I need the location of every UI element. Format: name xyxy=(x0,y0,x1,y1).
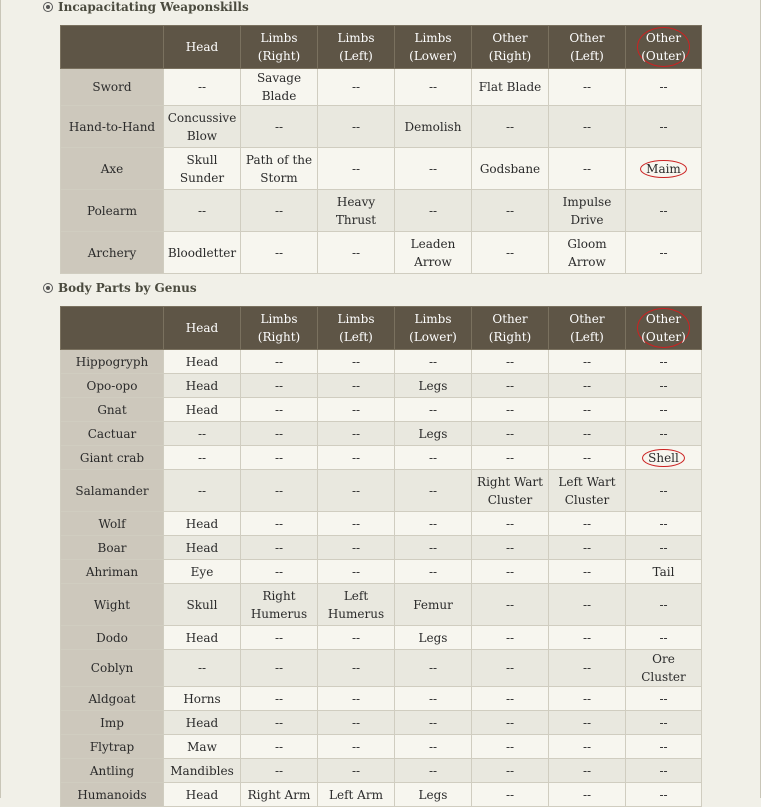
table-cell: -- xyxy=(472,512,549,536)
table-cell: -- xyxy=(241,374,318,398)
table-cell: -- xyxy=(549,398,626,422)
row-label: Gnat xyxy=(61,398,164,422)
column-header xyxy=(241,26,318,69)
table-cell: -- xyxy=(318,106,395,148)
table-row xyxy=(61,148,702,190)
circled-value: Shell xyxy=(642,449,685,467)
table-cell: -- xyxy=(318,735,395,759)
table-cell: -- xyxy=(472,106,549,148)
row-label: Axe xyxy=(61,148,164,190)
table-row xyxy=(61,626,702,650)
table-cell: Right Arm xyxy=(241,783,318,807)
table-cell: -- xyxy=(241,735,318,759)
table-cell: -- xyxy=(241,650,318,687)
genus-title-text: Body Parts by Genus xyxy=(58,281,197,295)
table-cell: -- xyxy=(318,560,395,584)
table-cell: -- xyxy=(395,512,472,536)
table-cell: Mandibles xyxy=(164,759,241,783)
table-cell: -- xyxy=(626,783,702,807)
column-header xyxy=(472,26,549,69)
column-header-label: Limbs (Lower) xyxy=(409,312,457,344)
table-cell: -- xyxy=(395,446,472,470)
table-cell: -- xyxy=(395,69,472,106)
table-cell: -- xyxy=(164,422,241,446)
table-cell: Left Humerus xyxy=(318,584,395,626)
header-corner xyxy=(61,26,164,69)
column-header xyxy=(472,307,549,350)
table-cell: -- xyxy=(241,560,318,584)
table-cell: -- xyxy=(626,536,702,560)
table-cell: Bloodletter xyxy=(164,232,241,274)
table-cell: -- xyxy=(395,735,472,759)
table-cell: -- xyxy=(241,446,318,470)
genus-section-title xyxy=(43,280,197,296)
table-row xyxy=(61,422,702,446)
table-row xyxy=(61,560,702,584)
table-cell: -- xyxy=(241,106,318,148)
table-cell: -- xyxy=(626,470,702,512)
row-label: Cactuar xyxy=(61,422,164,446)
table-cell: -- xyxy=(241,470,318,512)
column-header xyxy=(395,26,472,69)
table-cell: -- xyxy=(472,536,549,560)
row-label: Dodo xyxy=(61,626,164,650)
table-cell: -- xyxy=(318,650,395,687)
table-cell: Skull Sunder xyxy=(164,148,241,190)
table-row xyxy=(61,584,702,626)
table-cell: Head xyxy=(164,626,241,650)
row-label: Aldgoat xyxy=(61,687,164,711)
table-row xyxy=(61,232,702,274)
column-header-label: Limbs (Right) xyxy=(257,31,301,63)
table-cell: -- xyxy=(395,398,472,422)
table-cell: Savage Blade xyxy=(241,69,318,106)
table-cell: -- xyxy=(549,783,626,807)
bullet-icon xyxy=(43,283,53,293)
table-cell: Horns xyxy=(164,687,241,711)
table-cell: -- xyxy=(549,106,626,148)
table-row xyxy=(61,650,702,687)
table-cell: Leaden Arrow xyxy=(395,232,472,274)
table-cell: -- xyxy=(549,374,626,398)
table-cell: Eye xyxy=(164,560,241,584)
table-row xyxy=(61,735,702,759)
table-cell: -- xyxy=(472,711,549,735)
table-cell: -- xyxy=(472,350,549,374)
table-cell: -- xyxy=(318,374,395,398)
column-header xyxy=(626,26,702,69)
table-cell: -- xyxy=(241,398,318,422)
table-cell: -- xyxy=(549,512,626,536)
table-cell: -- xyxy=(395,470,472,512)
table-cell: -- xyxy=(549,148,626,190)
table-cell: -- xyxy=(549,350,626,374)
table-cell: -- xyxy=(241,711,318,735)
table-cell: -- xyxy=(318,512,395,536)
table-row xyxy=(61,446,702,470)
column-header-label: Limbs (Right) xyxy=(257,312,301,344)
table-cell: -- xyxy=(472,190,549,232)
table-cell: Godsbane xyxy=(472,148,549,190)
table-cell: -- xyxy=(318,711,395,735)
table-cell: Flat Blade xyxy=(472,69,549,106)
table-row xyxy=(61,687,702,711)
table-cell: -- xyxy=(549,711,626,735)
column-header xyxy=(318,26,395,69)
row-label: Archery xyxy=(61,232,164,274)
row-label: Ahriman xyxy=(61,560,164,584)
table-cell: -- xyxy=(626,69,702,106)
table-cell: -- xyxy=(626,374,702,398)
table-cell: -- xyxy=(318,69,395,106)
table-cell: Legs xyxy=(395,422,472,446)
table-cell: Head xyxy=(164,536,241,560)
table-row xyxy=(61,374,702,398)
table-cell: Head xyxy=(164,783,241,807)
table-cell: -- xyxy=(164,470,241,512)
column-header-label-circled: Other (Outer) xyxy=(637,27,690,67)
column-header-label-circled: Other (Outer) xyxy=(637,308,690,348)
table-cell: -- xyxy=(549,446,626,470)
table-cell: -- xyxy=(164,190,241,232)
table-cell: -- xyxy=(395,759,472,783)
table-row xyxy=(61,69,702,106)
bullet-icon xyxy=(43,2,53,12)
row-label: Hand-to-Hand xyxy=(61,106,164,148)
table-cell: Left Wart Cluster xyxy=(549,470,626,512)
column-header-label: Limbs (Left) xyxy=(337,31,375,63)
table-cell: Ore Cluster xyxy=(626,650,702,687)
weaponskills-header-row xyxy=(61,26,702,69)
table-cell: Head xyxy=(164,374,241,398)
row-label: Antling xyxy=(61,759,164,783)
column-header xyxy=(164,307,241,350)
table-cell: -- xyxy=(549,422,626,446)
table-cell: -- xyxy=(626,512,702,536)
table-row xyxy=(61,759,702,783)
table-cell: -- xyxy=(549,759,626,783)
table-cell: -- xyxy=(549,560,626,584)
table-cell: -- xyxy=(626,232,702,274)
column-header xyxy=(549,307,626,350)
table-cell: -- xyxy=(318,350,395,374)
table-cell: -- xyxy=(318,687,395,711)
header-corner xyxy=(61,307,164,350)
table-cell: Impulse Drive xyxy=(549,190,626,232)
column-header-label: Limbs (Lower) xyxy=(409,31,457,63)
row-label: Opo-opo xyxy=(61,374,164,398)
table-cell: -- xyxy=(549,650,626,687)
table-row xyxy=(61,711,702,735)
table-cell: -- xyxy=(395,148,472,190)
weaponskills-table xyxy=(60,25,702,274)
table-cell: -- xyxy=(549,69,626,106)
column-header xyxy=(395,307,472,350)
table-cell xyxy=(626,446,702,470)
table-cell: Legs xyxy=(395,374,472,398)
table-cell: Tail xyxy=(626,560,702,584)
row-label: Giant crab xyxy=(61,446,164,470)
column-header xyxy=(626,307,702,350)
table-cell: -- xyxy=(241,422,318,446)
table-cell: -- xyxy=(549,584,626,626)
table-cell: Head xyxy=(164,398,241,422)
row-label: Boar xyxy=(61,536,164,560)
table-row xyxy=(61,783,702,807)
table-cell: -- xyxy=(472,687,549,711)
table-cell: -- xyxy=(626,190,702,232)
table-cell: Right Humerus xyxy=(241,584,318,626)
table-cell: -- xyxy=(626,398,702,422)
table-cell: Gloom Arrow xyxy=(549,232,626,274)
row-label: Coblyn xyxy=(61,650,164,687)
column-header xyxy=(241,307,318,350)
table-cell: -- xyxy=(164,69,241,106)
table-cell: -- xyxy=(318,398,395,422)
table-cell: Femur xyxy=(395,584,472,626)
table-cell: Head xyxy=(164,350,241,374)
row-label: Sword xyxy=(61,69,164,106)
table-cell: -- xyxy=(395,560,472,584)
table-cell: -- xyxy=(164,650,241,687)
table-cell: -- xyxy=(395,687,472,711)
weaponskills-title-text: Incapacitating Weaponskills xyxy=(58,0,249,14)
table-cell: -- xyxy=(241,190,318,232)
table-cell: -- xyxy=(472,422,549,446)
table-cell: Path of the Storm xyxy=(241,148,318,190)
table-cell: -- xyxy=(472,759,549,783)
table-cell: -- xyxy=(472,446,549,470)
column-header-label: Limbs (Left) xyxy=(337,312,375,344)
table-cell: -- xyxy=(626,584,702,626)
table-cell: -- xyxy=(241,512,318,536)
table-cell: -- xyxy=(626,350,702,374)
table-cell: -- xyxy=(472,374,549,398)
table-cell: -- xyxy=(626,626,702,650)
table-cell: Legs xyxy=(395,783,472,807)
table-cell: -- xyxy=(241,759,318,783)
row-label: Humanoids xyxy=(61,783,164,807)
table-cell: -- xyxy=(318,626,395,650)
circled-value: Maim xyxy=(640,160,687,178)
column-header xyxy=(164,26,241,69)
column-header-label: Head xyxy=(185,321,219,335)
table-cell: -- xyxy=(395,536,472,560)
table-cell xyxy=(626,148,702,190)
table-row xyxy=(61,536,702,560)
column-header-label: Other (Right) xyxy=(488,31,532,63)
table-cell: -- xyxy=(549,626,626,650)
table-cell: -- xyxy=(549,536,626,560)
table-cell: Right Wart Cluster xyxy=(472,470,549,512)
genus-header-row xyxy=(61,307,702,350)
table-cell: -- xyxy=(549,687,626,711)
table-cell: -- xyxy=(395,350,472,374)
table-cell: Heavy Thrust xyxy=(318,190,395,232)
table-row xyxy=(61,350,702,374)
row-label: Salamander xyxy=(61,470,164,512)
row-label: Polearm xyxy=(61,190,164,232)
table-cell: -- xyxy=(318,536,395,560)
table-cell: Left Arm xyxy=(318,783,395,807)
table-row xyxy=(61,470,702,512)
table-cell: -- xyxy=(472,584,549,626)
column-header-label: Other (Left) xyxy=(569,31,605,63)
table-cell: Skull xyxy=(164,584,241,626)
table-cell: -- xyxy=(626,759,702,783)
table-cell: -- xyxy=(241,536,318,560)
table-cell: -- xyxy=(472,560,549,584)
table-row xyxy=(61,190,702,232)
table-cell: -- xyxy=(318,148,395,190)
table-cell: -- xyxy=(164,446,241,470)
table-cell: -- xyxy=(318,470,395,512)
column-header xyxy=(549,26,626,69)
table-cell: -- xyxy=(472,626,549,650)
table-cell: -- xyxy=(626,687,702,711)
table-cell: -- xyxy=(626,106,702,148)
table-cell: -- xyxy=(472,783,549,807)
column-header-label: Head xyxy=(185,40,219,54)
table-cell: Legs xyxy=(395,626,472,650)
table-cell: -- xyxy=(395,650,472,687)
table-cell: -- xyxy=(549,735,626,759)
table-cell: -- xyxy=(241,350,318,374)
table-cell: -- xyxy=(241,626,318,650)
table-row xyxy=(61,512,702,536)
row-label: Hippogryph xyxy=(61,350,164,374)
table-cell: Head xyxy=(164,512,241,536)
table-cell: -- xyxy=(472,398,549,422)
table-cell: -- xyxy=(626,422,702,446)
table-cell: Head xyxy=(164,711,241,735)
table-cell: -- xyxy=(395,190,472,232)
row-label: Wight xyxy=(61,584,164,626)
table-row xyxy=(61,398,702,422)
table-cell: -- xyxy=(318,232,395,274)
table-cell: -- xyxy=(395,711,472,735)
table-row xyxy=(61,106,702,148)
table-cell: -- xyxy=(241,687,318,711)
column-header-label: Other (Right) xyxy=(488,312,532,344)
column-header xyxy=(318,307,395,350)
table-cell: -- xyxy=(318,759,395,783)
table-cell: Maw xyxy=(164,735,241,759)
table-cell: -- xyxy=(318,422,395,446)
table-cell: -- xyxy=(318,446,395,470)
table-cell: Demolish xyxy=(395,106,472,148)
row-label: Wolf xyxy=(61,512,164,536)
table-cell: -- xyxy=(241,232,318,274)
table-cell: -- xyxy=(626,735,702,759)
row-label: Imp xyxy=(61,711,164,735)
row-label: Flytrap xyxy=(61,735,164,759)
table-cell: Concussive Blow xyxy=(164,106,241,148)
column-header-label: Other (Left) xyxy=(569,312,605,344)
table-cell: -- xyxy=(472,650,549,687)
table-cell: -- xyxy=(472,232,549,274)
weaponskills-section-title xyxy=(43,0,249,15)
table-cell: -- xyxy=(472,735,549,759)
table-cell: -- xyxy=(626,711,702,735)
genus-table xyxy=(60,306,702,807)
